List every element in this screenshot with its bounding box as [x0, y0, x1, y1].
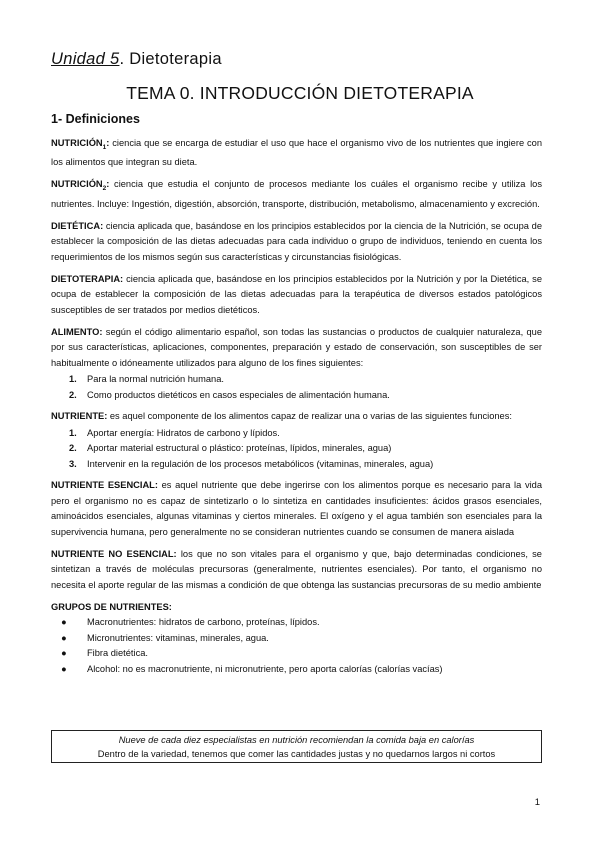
quote-box	[51, 730, 542, 763]
definition-term	[51, 179, 110, 193]
definition-term: NUTRIENTE ESENCIAL:	[51, 480, 158, 491]
bullet-icon: ●	[61, 648, 67, 659]
nutriente-list	[51, 426, 542, 473]
list-text: Micronutrientes: vitaminas, minerales, agua.	[87, 632, 269, 643]
definition-term: NUTRIENTE NO ESENCIAL:	[51, 548, 177, 559]
term-colon: :	[106, 179, 110, 190]
list-item	[69, 426, 542, 442]
list-item	[69, 457, 542, 473]
list-text: Alcohol: no es macronutriente, ni micronutriente, pero aporta calorías (calorías vacías)	[87, 663, 443, 674]
definition-text: es aquel nutriente que debe ingerirse con los alimentos porque es necesario para la vida pero el organismo no es capaz de sintetizarlo o lo sintetiza en cantidades insuficientes: ácidos grasos esenciales, aminoácidos esenciales, algunas vitaminas y ciertos minerales. El oxígeno y el agua también son esenciales para la supervivencia humana, pero generalmente no se consideran nutrientes cuando se consumen de manera aislada	[51, 480, 542, 537]
page-title: TEMA 0. INTRODUCCIÓN DIETOTERAPIA	[126, 83, 474, 103]
unit-title	[51, 50, 222, 69]
unit-name: Dietoterapia	[129, 50, 222, 68]
list-text: Fibra dietética.	[87, 648, 148, 659]
groups-list	[51, 615, 542, 677]
definition-nutriente	[51, 409, 542, 425]
term-subscript: 1	[102, 143, 107, 151]
alimento-list	[51, 372, 542, 403]
list-number: 2.	[69, 443, 77, 454]
list-item	[69, 441, 542, 457]
unit-label: Unidad 5	[51, 50, 120, 68]
list-text: Como productos dietéticos en casos especiales de alimentación humana.	[87, 389, 390, 400]
definition-text: es aquel componente de los alimentos capaz de realizar una o varias de las siguientes funciones:	[107, 411, 512, 422]
definition-text: los que no son vitales para el organismo y que, bajo determinadas condiciones, se sintetizan a través de moléculas precursoras (generalmente, nutrientes esenciales). Por tanto, el organismo no necesita el aporte regular de las mismas a condición de que obtenga las sustancias precursoras de su medio ambiente	[51, 548, 542, 590]
definition-nutricion-1	[51, 136, 542, 171]
list-number: 1.	[69, 374, 77, 385]
list-text: Para la normal nutrición humana.	[87, 374, 224, 385]
definition-text: ciencia que estudia el conjunto de procesos mediante los cuáles el organismo recibe y utiliza los nutrientes. Incluye: Ingestión, digestión, absorción, transporte, distribución, metabolismo, almacenamiento y excreción.	[51, 179, 542, 209]
groups-heading: GRUPOS DE NUTRIENTES:	[51, 601, 172, 612]
definition-text: ciencia aplicada que, basándose en los principios establecidos por la ciencia de la Nutrición, se ocupa de establecer la composición de las dietas adecuadas para cada individuo o grupo de individuos, teniendo en cuenta los requerimientos de los mismos según sus características y circunstancias fisiológicas.	[51, 220, 542, 262]
list-text: Aportar material estructural o plástico: proteínas, lípidos, minerales, agua)	[87, 443, 392, 454]
term-text: NUTRICIÓN	[51, 179, 103, 190]
term-subscript: 2	[102, 185, 107, 193]
term-text: NUTRICIÓN	[51, 138, 103, 148]
bullet-icon: ●	[61, 617, 67, 628]
definition-dietoterapia	[51, 272, 542, 319]
section-heading: 1- Definiciones	[51, 112, 140, 126]
page-number: 1	[534, 797, 540, 808]
quote-line-2: Dentro de la variedad, tenemos que comer las cantidades justas y no quedarnos largos ni cortos	[97, 749, 496, 759]
definition-alimento	[51, 325, 542, 372]
list-number: 2.	[69, 389, 77, 400]
list-item	[69, 372, 542, 388]
term-colon: :	[106, 138, 110, 148]
quote-line-1: Nueve de cada diez especialistas en nutrición recomiendan la comida baja en calorías	[118, 735, 475, 745]
list-text: Macronutrientes: hidratos de carbono, proteínas, lípidos.	[87, 617, 320, 628]
definition-nutriente-no-esencial	[51, 547, 542, 594]
definition-term: DIETÉTICA:	[51, 220, 104, 231]
list-item	[61, 615, 542, 631]
bullet-icon: ●	[61, 663, 67, 674]
definition-term: NUTRIENTE:	[51, 411, 108, 422]
list-item	[69, 388, 542, 404]
unit-separator: .	[119, 50, 125, 68]
list-text: Intervenir en la regulación de los procesos metabólicos (vitaminas, minerales, agua)	[87, 458, 434, 469]
document-body	[51, 136, 542, 677]
list-number: 1.	[69, 427, 77, 438]
list-text: Aportar energía: Hidratos de carbono y lípidos.	[87, 427, 280, 438]
list-item	[61, 662, 542, 678]
definition-nutriente-esencial	[51, 478, 542, 540]
list-item	[61, 646, 542, 662]
definition-text: ciencia que se encarga de estudiar el uso que hace el organismo vivo de los nutrientes que ingiere con los alimentos que integran su dieta.	[51, 138, 542, 168]
list-item	[61, 631, 542, 647]
definition-term	[51, 138, 110, 151]
definition-term: DIETOTERAPIA:	[51, 273, 124, 284]
definition-dietetica	[51, 219, 542, 266]
definition-text: ciencia aplicada que, basándose en los principios establecidos por la Nutrición y por la Dietética, se ocupa de establecer la composición de las dietas adecuadas para la terapéutica de diversos estados patológicos susceptibles de ser tratados por medios dietéticos.	[51, 273, 542, 315]
definition-term: ALIMENTO:	[51, 326, 103, 337]
definition-nutricion-2	[51, 177, 542, 212]
bullet-icon: ●	[61, 632, 67, 643]
definition-text: según el código alimentario español, son todas las sustancias o productos de cualquier naturaleza, que por sus características, aplicaciones, componentes, preparación y estado de conservación, son susceptibles de ser habitualmente o idóneamente utilizados para alguno de los fines siguientes:	[51, 326, 542, 368]
list-number: 3.	[69, 458, 77, 469]
